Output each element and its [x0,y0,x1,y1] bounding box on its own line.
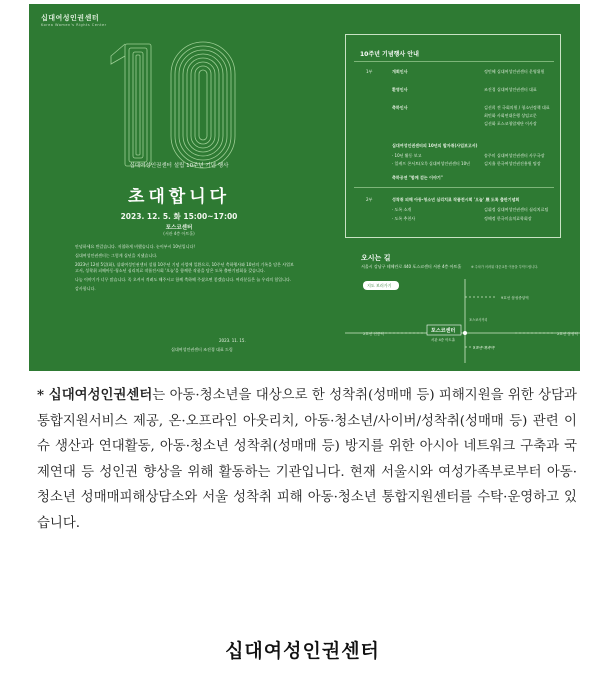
program-row: 축하인사 김선희 전 국회의원 / 청소년정책 대표 [392,105,550,110]
invitation-subtitle: 십대여성인권센터 설립 10주년 기념 행사 [129,163,229,169]
invitation-paragraph: 안녕하세요 반갑습니다. 저철하게 비했습니다. 눈이부시 10년입니다! [75,244,195,249]
map-venue-label: 포스코센터 [431,328,456,334]
program-row: · 일케프 콘서트(오!) 십대여성인권센터 10년 김지율 한국여성인권진흥원 팀장 [392,161,541,166]
invitation-paragraph: 2023년 12월 5일(화), 십대여성인권센터 설립 10주년 기념 사업에 일환으로, 10주년 축하행사와 10년의 기록을 담은 사업보고서, 성착취 피해아동·청소년 심리치료 작품전시회 '오늘'을 함께한 작품을 담은 도록 출판기념회를 갖습니다. [75,262,294,273]
invitation-paragraph: 나눔 이야기가 너무 많습니다. 꼭 오셔서 격려도 해주시고 함께 축하해 주셨으면 좋겠습니다. 여러분들은 늘 우리의 힘입니다. [75,277,292,282]
map-station-bottom: 2호선 대치역 [473,346,494,350]
invitation-logo [41,13,107,27]
invitation-body [75,244,295,295]
logo-text-en: Korea Women's Rights Center [41,23,107,27]
logo-text: 십대여성인권센터 [41,14,100,22]
map-station-left: 2호선 선릉역 [363,332,384,336]
map-station-top: 9호선 삼성중앙역 [501,296,529,300]
invitation-paragraph: 감사합니다. [75,286,96,291]
program-card [345,34,561,238]
org-description [37,383,577,537]
program-row: 축하공연 "함께 걷는 이야기" [392,175,443,180]
org-description-text: 는 아동·청소년을 대상으로 한 성착취(성매매 등) 피해지원을 위한 상담과 통합지원서비스 제공, 온·오프라인 아웃리치, 아동·청소년/사이버/성착취(성매매 등) 관련 이슈 생산과 연대활동, 아동·청소년 성착취(성매매 등) 방지를 위한 아시아 네트워크 구축과 국제연대 등 성인권 향상을 위해 활동하는 기관입니다. 현재 서울시와 여성가족부로부터 아동·청소년 성매매피해상담소와 서울 성착취 피해 아동·청소년 통합지원센터를 수탁·운영하고 있습니다. [37,388,577,531]
footer-org-name: 십대여성인권센터 [225,640,380,662]
directions-title: 오시는 길 [361,254,391,262]
program-row: 1부 개회인사 정민혜 십대여성인권센터 운영위원 [366,69,545,74]
map-location-pin [463,331,467,335]
directions-section [345,251,580,361]
program-row: · 도록 추천사 정해정 한국미술치료학회장 [392,216,532,221]
map-station-right: 2호선 삼성역 [557,332,578,336]
invitation-venue-sub: (서관 4층 아트홀) [163,231,195,236]
invitation-image [29,4,580,371]
program-title: 10주년 기념행사 안내 [360,51,419,58]
program-row: · 도록 소개 김휘정 십대여성인권센터 심리치료팀 [392,207,549,212]
invitation-signer: 십대여성인권센터 조진경 대표 드림 [171,347,233,352]
invitation-signed-date: 2023. 11. 15. [219,338,246,343]
invitation-venue: 포스코센터 [165,225,193,231]
org-description-lead: * 십대여성인권센터 [37,387,153,403]
location-map [345,273,580,363]
map-venue-sub: 서관 4층 아트홀 [431,338,455,342]
invitation-title: 초대합니다 [127,187,231,207]
directions-note: ※ 주차가 어려워 대중교통 이용을 부탁드립니다. [471,265,539,269]
ten-anniversary-graphic [59,32,289,172]
program-row: 최민화 사회연대은행 상임고문 [484,113,537,118]
invitation-datetime: 2023. 12. 5. 화 15:00~17:00 [120,212,238,221]
program-row: 환영인사 조진경 십대여성인권센터 대표 [392,87,537,92]
directions-address: 서울시 강남구 테헤란로 440 포스코센터 서관 4층 아트홀 [361,264,462,269]
invitation-paragraph: 십대여성인권센터는 그렇게 십년을 지냈습니다. [75,253,158,258]
map-button-label: 지도 보러가기 [367,283,392,288]
program-row: 십대여성인권센터의 10년의 발자취(사업보고서) [392,143,478,148]
program-row: 2부 성착취 피해 아동·청소년 심리치료 작품전시회 '오늘' 展 도록 출판기념회 [366,197,520,202]
map-road-label: 포스코사거리 [469,318,488,322]
program-row: 김선화 포스코청암재단 이사장 [484,121,537,126]
program-row: · 10년 활동 보고 송주미 십대여성인권센터 사무국장 [392,153,545,158]
